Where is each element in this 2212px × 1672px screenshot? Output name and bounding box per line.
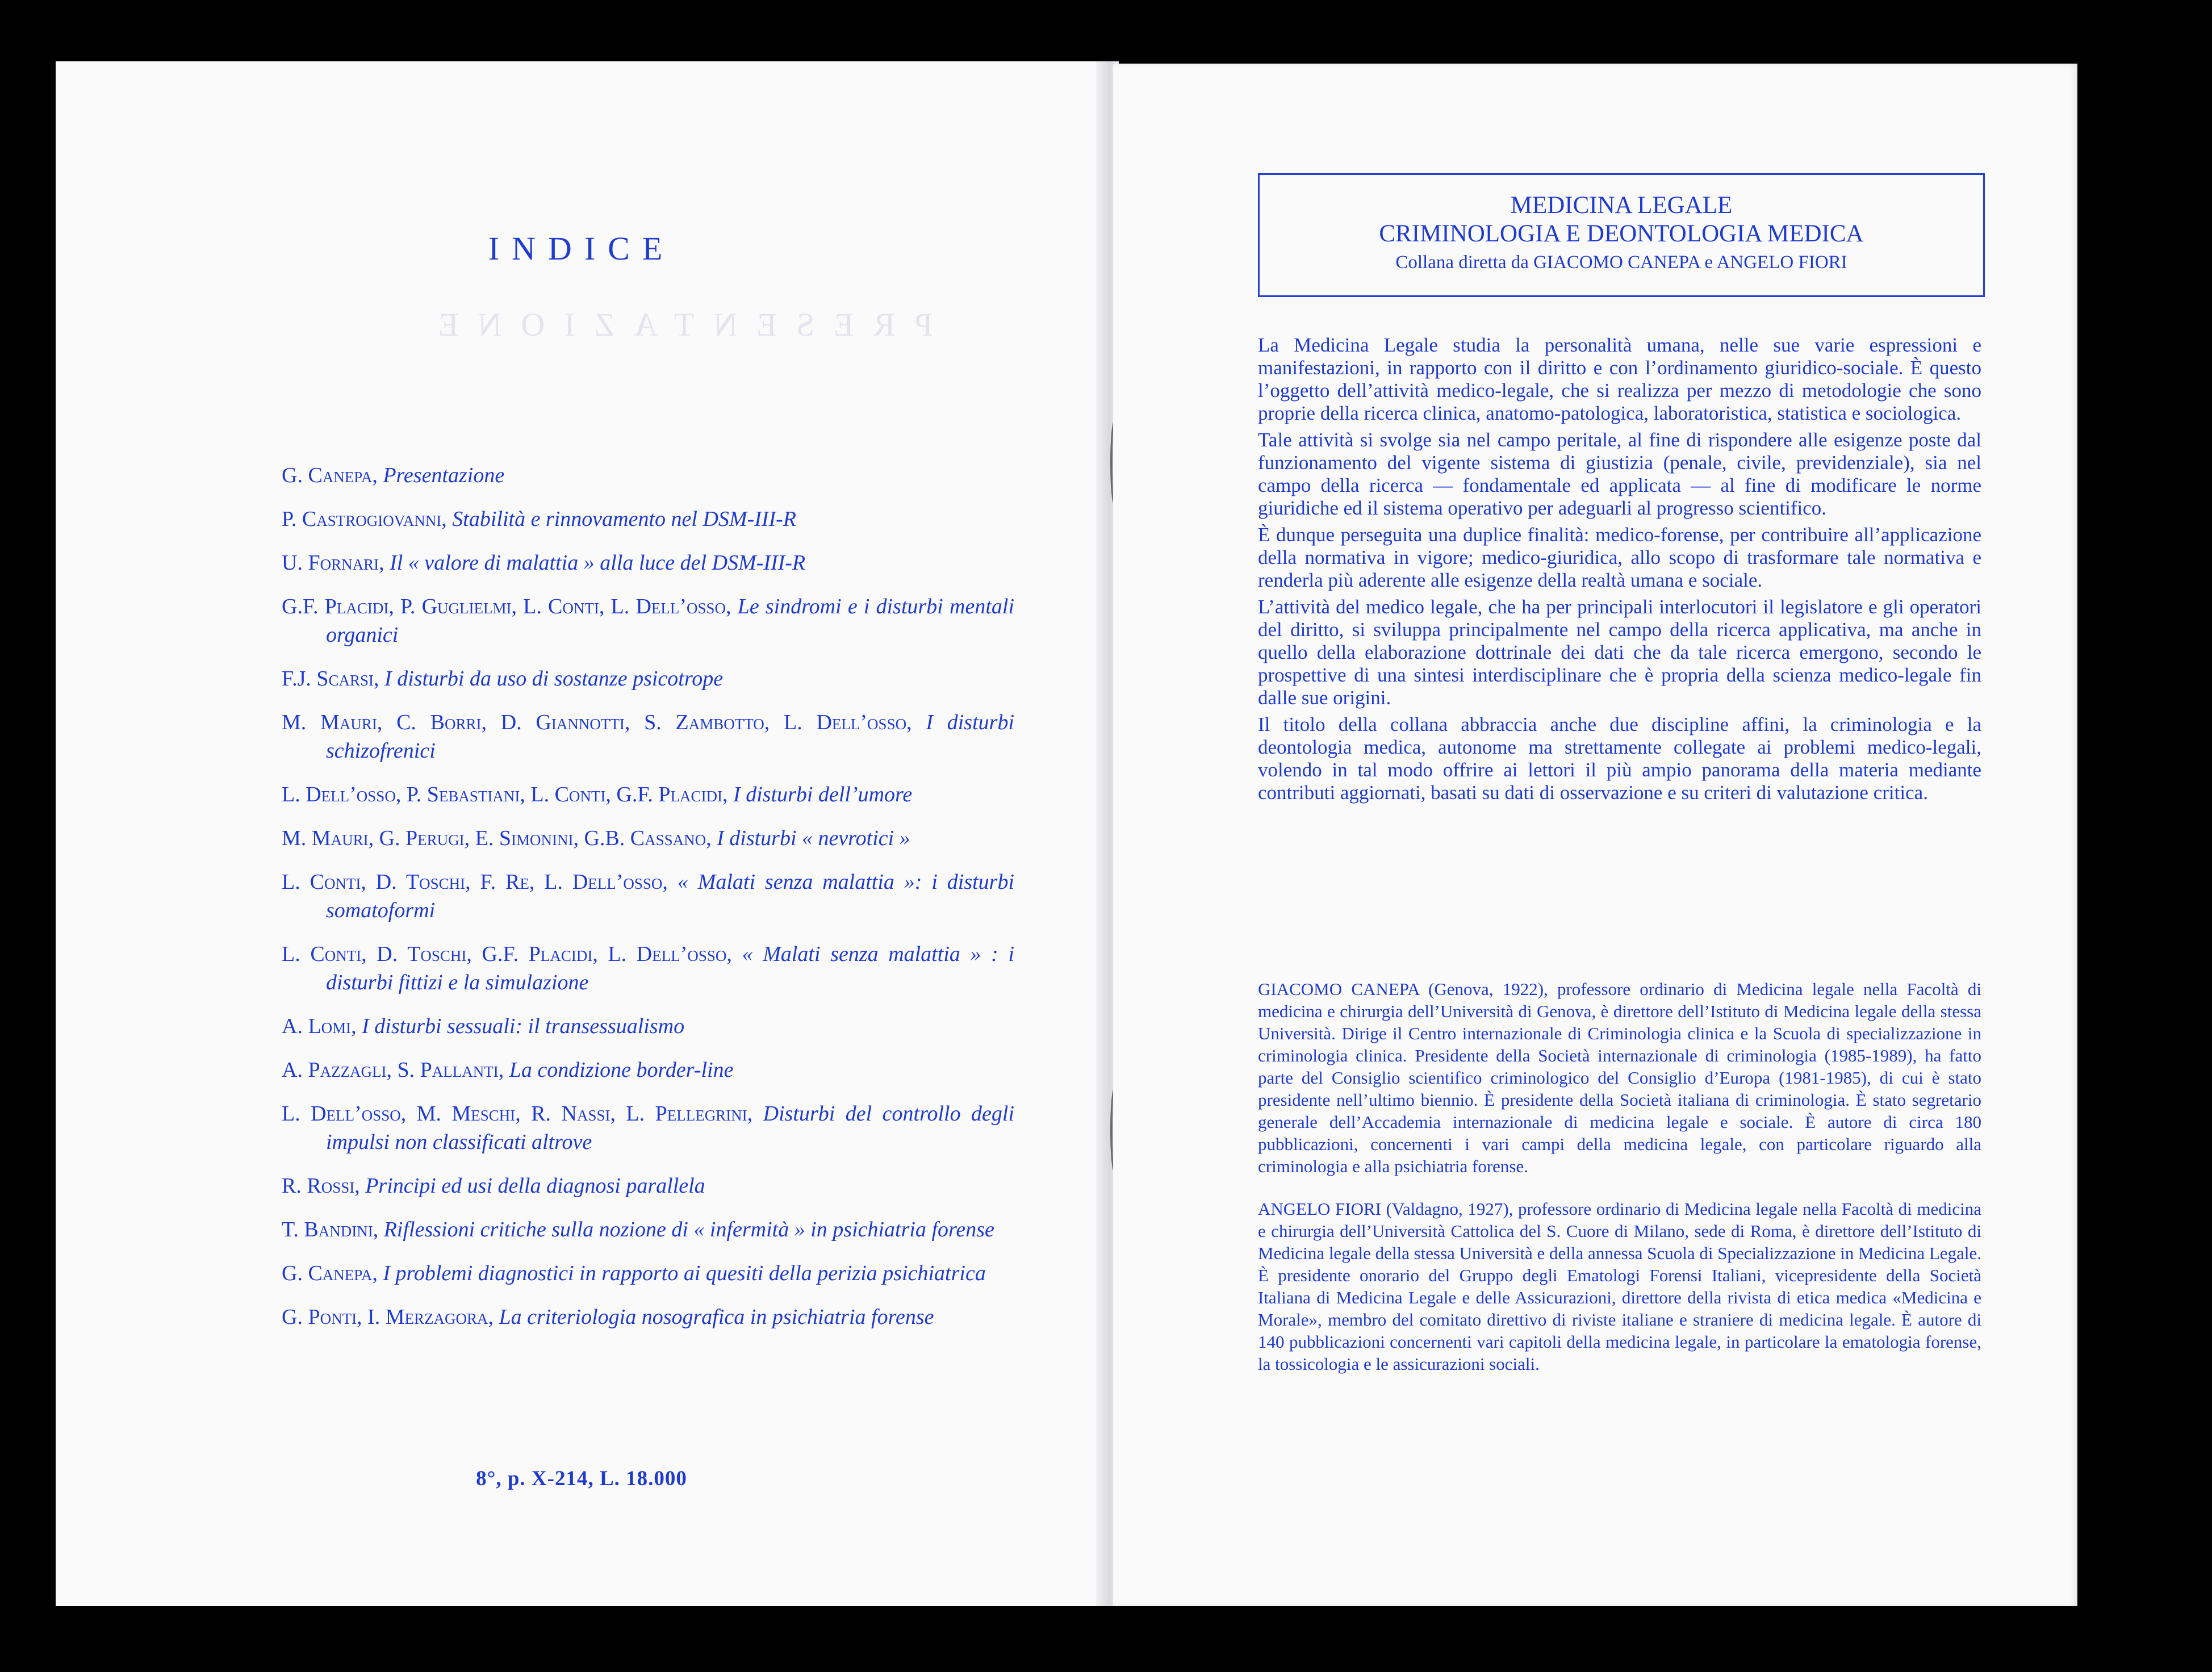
index-heading: INDICE [488, 230, 675, 267]
description-paragraph: La Medicina Legale studia la personalità umana, nelle sue varie espressioni e manifestazioni, in rapporto con il diritto e con l’ordinamento giuridico-sociale. È questo l’oggetto dell’attività medico-legale, che si realizza per mezzo di metodologie che sono proprie della ricerca clinica, anatomo-patologica, laboratoristica, statistica e sociologica. [1258, 334, 1981, 424]
toc-entry [282, 592, 1014, 649]
toc-authors: L. Dell’osso, M. Meschi, R. Nassi, L. Pellegrini, [282, 1102, 753, 1126]
toc-authors: M. Mauri, G. Perugi, E. Simonini, G.B. Cassano, [282, 826, 712, 850]
toc-authors: G. Canepa, [282, 1261, 378, 1285]
toc-entry [282, 461, 1014, 490]
toc-authors: R. Rossi, [282, 1174, 360, 1198]
toc-title: Principi ed usi della diagnosi parallela [365, 1174, 705, 1198]
toc-authors: F.J. Scarsi, [282, 667, 379, 691]
toc-authors: M. Mauri, C. Borri, D. Giannotti, S. Zambotto, L. Dell’osso, [282, 710, 912, 734]
toc-title: « Malati senza malattia »: i disturbi somatoformi [326, 870, 1015, 922]
toc-entry [282, 505, 1014, 533]
toc-authors: U. Fornari, [282, 551, 384, 575]
toc-entry [282, 664, 1014, 693]
toc-entry [282, 1172, 1014, 1200]
toc-title: Disturbi del controllo degli impulsi non classificati altrove [326, 1102, 1015, 1154]
toc-title: I disturbi dell’umore [733, 783, 913, 806]
toc-entry [282, 868, 1014, 925]
bleed-through-title: PRESENTAZIONE [419, 306, 933, 343]
toc-title: Le sindromi e i disturbi mentali organici [326, 595, 1014, 647]
toc-entry [282, 780, 1014, 809]
toc-authors: P. Castrogiovanni, [282, 507, 447, 531]
toc-title: I disturbi sessuali: il transessualismo [362, 1014, 685, 1038]
toc-authors: G.F. Placidi, P. Guglielmi, L. Conti, L. Dell’osso, [282, 595, 731, 618]
left-page [56, 61, 1107, 1606]
toc-entry [282, 1056, 1014, 1084]
book-info: 8°, p. X-214, L. 18.000 [476, 1467, 687, 1490]
table-of-contents [282, 461, 1014, 1347]
toc-title: Stabilità e rinnovamento nel DSM-III-R [452, 507, 797, 531]
description-paragraph: Tale attività si svolge sia nel campo peritale, al fine di rispondere alle esigenze poste dal funzionamento del vigente sistema di giustizia (penale, civile, previdenziale), sia nel campo della ricerca — fondamentale ed applicata — al fine di modificare le norme giuridiche ed il sistema operativo per adeguarli al progresso scientifico. [1258, 429, 1981, 519]
toc-title: La criteriologia nosografica in psichiatria forense [499, 1305, 934, 1329]
bio-fiori: ANGELO FIORI (Valdagno, 1927), professore ordinario di Medicina legale nella Facoltà di medicina e chirurgia dell’Università Cattolica del S. Cuore di Milano, sede di Roma, è direttore dell’Istituto di Medicina legale della stessa Università e della annessa Scuola di Specializzazione in Medicina Legale. È presidente onorario del Gruppo degli Ematologi Forensi Italiani, vicepresidente della Società Italiana di Medicina Legale e delle Assicurazioni, direttore della rivista di etica medica «Medicina e Morale», membro del comitato direttivo di riviste italiane e straniere di medicina legale. È autore di 140 pubblicazioni concernenti vari capitoli della medicina legale, in particolare la ematologia forense, la tossicologia e le assicurazioni sociali. [1258, 1199, 1981, 1374]
toc-authors: A. Lomi, [282, 1014, 357, 1038]
series-header-box [1258, 173, 1985, 297]
toc-authors: L. Dell’osso, P. Sebastiani, L. Conti, G.F. Placidi, [282, 783, 728, 806]
toc-title: Il « valore di malattia » alla luce del DSM-III-R [390, 551, 806, 575]
toc-title: I disturbi da uso di sostanze psicotrope [384, 667, 724, 691]
toc-title: I problemi diagnostici in rapporto ai quesiti della perizia psichiatrica [383, 1261, 986, 1285]
description-paragraph: L’attività del medico legale, che ha per principali interlocutori il legislatore e gli operatori del diritto, si sviluppa principalmente nel campo della ricerca applicativa, ma anche in quello della elaborazione dottrinale dei dati che da tale ricerca emergono, secondo le prospettive di una sintesi interdisciplinare che è propria della scienza medico-legale fin dalle sue origini. [1258, 596, 1981, 709]
toc-entry [282, 708, 1014, 765]
toc-title: Riflessioni critiche sulla nozione di « infermità » in psichiatria forense [383, 1218, 994, 1242]
toc-entry [282, 1100, 1014, 1156]
toc-title: La condizione border-line [509, 1058, 734, 1082]
toc-title: I disturbi schizofrenici [326, 710, 1015, 763]
bio-canepa: GIACOMO CANEPA (Genova, 1922), professore ordinario di Medicina legale nella Facoltà di medicina e chirurgia dell’Università di Genova, è direttore dell’Istituto di Medicina legale della stessa Università. Dirige il Centro internazionale di Criminologia clinica e la Scuola di specializzazione in criminologia clinica. Presidente della Società internazionale di criminologia (1985-1989), ha fatto parte del Consiglio scientifico criminologico del Consiglio d’Europa (1981-1985), di cui è stato presidente nell’ultimo biennio. È presidente della Società italiana di criminologia. È stato segretario generale dell’Accademia internazionale di medicina legale e sociale. È autore di circa 180 pubblicazioni, concernenti i vari campi della medicina legale, con particolare riguardo alla criminologia e alla psichiatria forense. [1258, 979, 1981, 1176]
toc-entry [282, 824, 1014, 852]
description-paragraph: È dunque perseguita una duplice finalità: medico-forense, per contribuire all’applicazione della normativa in vigore; medico-giuridica, allo scopo di trasformare tale normativa e renderla più aderente alle esigenze della realtà umana e sociale. [1258, 524, 1981, 591]
toc-title: Presentazione [383, 463, 505, 487]
series-description [1258, 334, 1981, 808]
toc-entry [282, 1303, 1014, 1331]
toc-authors: L. Conti, D. Toschi, F. Re, L. Dell’osso, [282, 870, 668, 894]
toc-title: « Malati senza malattia » : i disturbi fittizi e la simulazione [326, 942, 1015, 994]
series-title-line-1: MEDICINA LEGALE [1510, 192, 1733, 219]
toc-authors: A. Pazzagli, S. Pallanti, [282, 1058, 504, 1082]
toc-authors: G. Canepa, [282, 463, 378, 487]
toc-entry [282, 940, 1014, 997]
toc-authors: G. Ponti, I. Merzagora, [282, 1305, 494, 1329]
toc-entry [282, 1012, 1014, 1040]
toc-entry [282, 549, 1014, 577]
toc-authors: T. Bandini, [282, 1218, 379, 1242]
toc-title: I disturbi « nevrotici » [717, 826, 910, 850]
description-paragraph: Il titolo della collana abbraccia anche due discipline affini, la criminologia e la deontologia medica, autonome ma strettamente collegate ai problemi medico-legali, volendo in tal modo offrire ai lettori il più ampio panorama della materia mediante contributi aggiornati, basati su dati di osservazione e su criteri di valutazione critica. [1258, 713, 1981, 804]
series-title-line-2: CRIMINOLOGIA E DEONTOLOGIA MEDICA [1379, 220, 1864, 247]
series-editors: Collana diretta da GIACOMO CANEPA e ANGELO FIORI [1395, 252, 1847, 273]
toc-entry [282, 1215, 1014, 1244]
toc-entry [282, 1259, 1014, 1288]
toc-authors: L. Conti, D. Toschi, G.F. Placidi, L. Dell’osso, [282, 942, 732, 966]
editor-biographies [1258, 978, 1981, 1395]
